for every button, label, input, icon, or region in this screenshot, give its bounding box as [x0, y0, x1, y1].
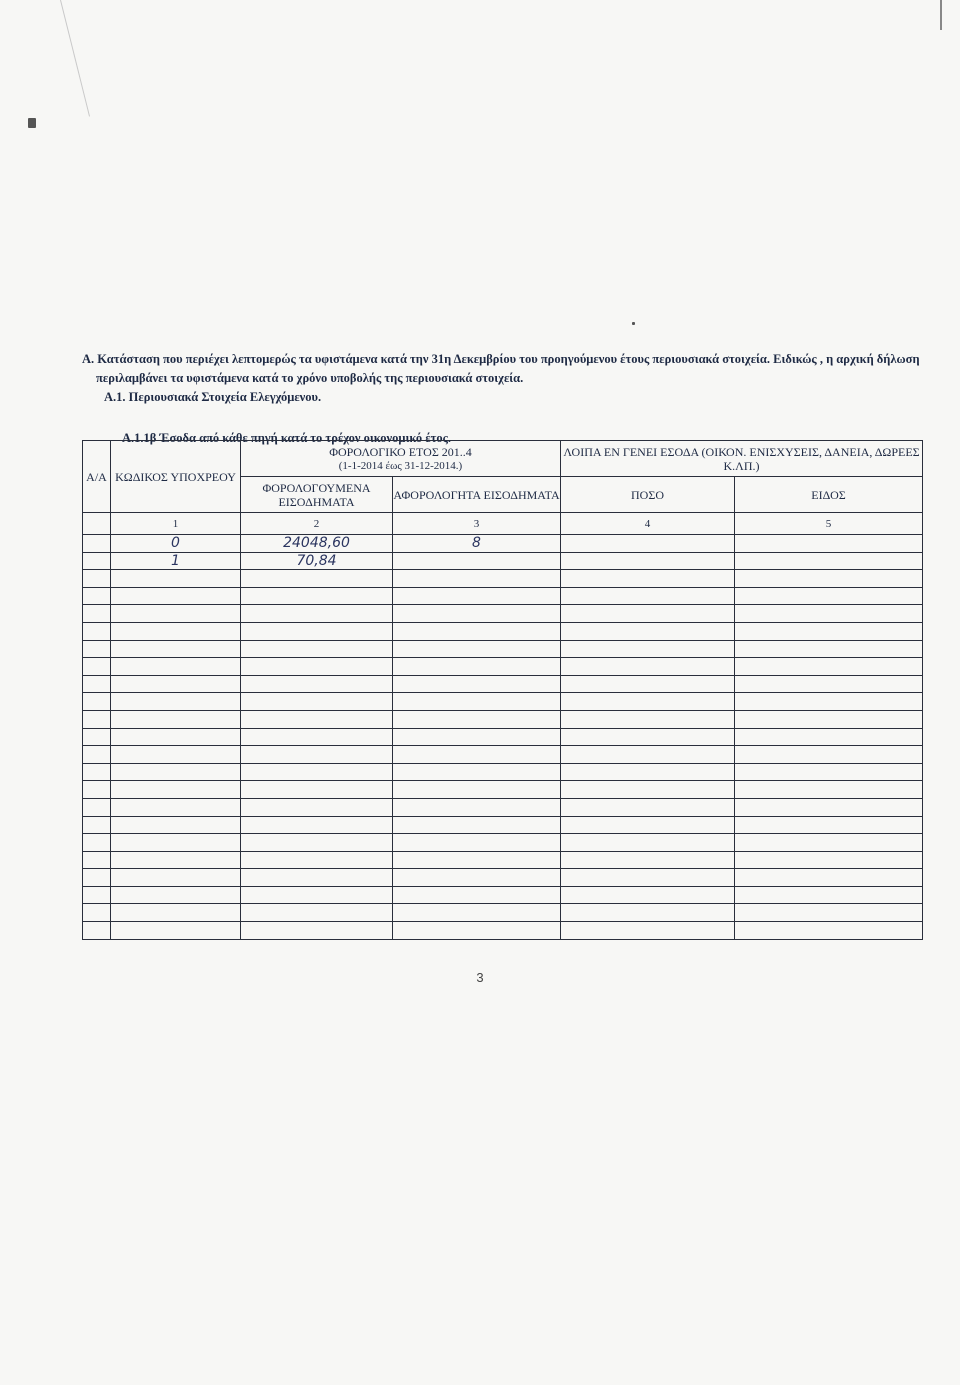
table-row [83, 904, 923, 922]
empty-cell [83, 640, 111, 658]
empty-cell [83, 675, 111, 693]
empty-cell [735, 587, 923, 605]
empty-cell [83, 693, 111, 711]
empty-cell [393, 781, 561, 799]
empty-cell [241, 763, 393, 781]
empty-cell [561, 781, 735, 799]
empty-cell [735, 640, 923, 658]
empty-cell [111, 658, 241, 676]
empty-cell [561, 622, 735, 640]
empty-cell [241, 587, 393, 605]
empty-cell [83, 886, 111, 904]
empty-cell [735, 658, 923, 676]
empty-cell [111, 798, 241, 816]
empty-cell [393, 675, 561, 693]
empty-cell [111, 869, 241, 887]
empty-cell [111, 587, 241, 605]
table-row [83, 605, 923, 623]
table-row [83, 535, 923, 553]
header-kind: ΕΙΔΟΣ [735, 477, 923, 513]
section-a1-title: Α.1. Περιουσιακά Στοιχεία Ελεγχόμενου. [104, 390, 322, 404]
empty-cell [393, 710, 561, 728]
empty-cell [735, 728, 923, 746]
empty-cell [561, 570, 735, 588]
empty-cell [561, 816, 735, 834]
empty-cell [735, 922, 923, 940]
column-number [83, 513, 111, 535]
header-other-income: ΛΟΙΠΑ ΕΝ ΓΕΝΕΙ ΕΣΟΔΑ (ΟΙΚΟΝ. ΕΝΙΣΧΥΣΕΙΣ, ΔΑΝΕΙΑ, ΔΩΡΕΕΣ Κ.ΛΠ.) [561, 441, 923, 477]
empty-cell [561, 640, 735, 658]
table-row [83, 798, 923, 816]
income-table [82, 440, 922, 940]
empty-cell [111, 605, 241, 623]
empty-cell [241, 746, 393, 764]
table-row [83, 869, 923, 887]
table-row [83, 710, 923, 728]
table-row [83, 552, 923, 570]
empty-cell [111, 693, 241, 711]
empty-cell [111, 834, 241, 852]
empty-cell [393, 763, 561, 781]
cell-aa [83, 535, 111, 553]
cell-taxed: 70,84 [241, 552, 393, 570]
empty-cell [111, 904, 241, 922]
cell-untaxed [393, 552, 561, 570]
empty-cell [241, 834, 393, 852]
empty-cell [83, 798, 111, 816]
empty-cell [561, 710, 735, 728]
empty-cell [111, 816, 241, 834]
empty-cell [393, 587, 561, 605]
empty-cell [561, 728, 735, 746]
empty-cell [111, 675, 241, 693]
table-row [83, 851, 923, 869]
cell-kind [735, 552, 923, 570]
empty-cell [83, 763, 111, 781]
empty-cell [393, 746, 561, 764]
table-row [83, 640, 923, 658]
empty-cell [561, 587, 735, 605]
empty-cell [393, 869, 561, 887]
empty-cell [83, 570, 111, 588]
header-amount: ΠΟΣΟ [561, 477, 735, 513]
table-row [83, 781, 923, 799]
empty-cell [393, 605, 561, 623]
scan-speck [28, 118, 36, 128]
empty-cell [241, 886, 393, 904]
empty-cell [111, 710, 241, 728]
cell-code: 1 [111, 552, 241, 570]
header-tax-year [241, 441, 561, 477]
empty-cell [83, 869, 111, 887]
empty-cell [241, 710, 393, 728]
table-row [83, 763, 923, 781]
empty-cell [735, 693, 923, 711]
empty-cell [393, 728, 561, 746]
empty-cell [393, 886, 561, 904]
empty-cell [111, 640, 241, 658]
column-number: 3 [393, 513, 561, 535]
empty-cell [561, 869, 735, 887]
scan-speck [632, 322, 635, 325]
empty-cell [735, 605, 923, 623]
empty-cell [111, 746, 241, 764]
empty-cell [561, 763, 735, 781]
empty-cell [735, 869, 923, 887]
empty-cell [393, 570, 561, 588]
empty-cell [735, 763, 923, 781]
empty-cell [83, 605, 111, 623]
empty-cell [241, 869, 393, 887]
table-row [83, 922, 923, 940]
table-row [83, 886, 923, 904]
cell-code: 0 [111, 535, 241, 553]
empty-cell [83, 710, 111, 728]
empty-cell [393, 851, 561, 869]
table-row [83, 746, 923, 764]
tax-year-range: (1-1-2014 έως 31-12-2014.) [338, 459, 463, 472]
empty-cell [111, 763, 241, 781]
empty-cell [393, 640, 561, 658]
table-row [83, 675, 923, 693]
empty-cell [735, 816, 923, 834]
empty-cell [393, 834, 561, 852]
empty-cell [241, 658, 393, 676]
empty-cell [241, 693, 393, 711]
table-row [83, 658, 923, 676]
table-row [83, 570, 923, 588]
empty-cell [111, 570, 241, 588]
empty-cell [735, 746, 923, 764]
empty-cell [241, 605, 393, 623]
header-untaxed-income: ΑΦΟΡΟΛΟΓΗΤΑ ΕΙΣΟΔΗΜΑΤΑ [393, 477, 561, 513]
empty-cell [393, 798, 561, 816]
empty-rows [83, 570, 923, 939]
empty-cell [83, 922, 111, 940]
empty-cell [735, 570, 923, 588]
empty-cell [735, 886, 923, 904]
empty-cell [735, 851, 923, 869]
header-taxed-income: ΦΟΡΟΛΟΓΟΥΜΕΝΑ ΕΙΣΟΔΗΜΑΤΑ [241, 477, 393, 513]
empty-cell [83, 746, 111, 764]
header-aa: Α/Α [83, 441, 111, 513]
empty-cell [83, 781, 111, 799]
empty-cell [393, 658, 561, 676]
table-row [83, 816, 923, 834]
empty-cell [241, 675, 393, 693]
cell-kind [735, 535, 923, 553]
empty-cell [561, 605, 735, 623]
empty-cell [241, 798, 393, 816]
empty-cell [561, 886, 735, 904]
table-row [83, 728, 923, 746]
empty-cell [83, 622, 111, 640]
section-a11b-title: Α.1.1β Έσοδα από κάθε πηγή κατά το τρέχον οικονομικό έτος. [122, 431, 452, 445]
empty-cell [111, 922, 241, 940]
column-number: 5 [735, 513, 923, 535]
page-number: 3 [476, 970, 484, 985]
empty-cell [561, 798, 735, 816]
empty-cell [735, 904, 923, 922]
empty-cell [83, 658, 111, 676]
empty-cell [241, 640, 393, 658]
empty-cell [241, 904, 393, 922]
empty-cell [393, 816, 561, 834]
cell-aa [83, 552, 111, 570]
empty-cell [83, 904, 111, 922]
column-number-row [83, 513, 923, 535]
empty-cell [111, 886, 241, 904]
empty-cell [561, 658, 735, 676]
table-row [83, 622, 923, 640]
heading-line-2: περιλαμβάνει τα υφιστάμενα κατά το χρόνο υποβολής της περιουσιακά στοιχεία. [96, 371, 524, 385]
column-number: 1 [111, 513, 241, 535]
scan-edge-mark [940, 0, 942, 30]
empty-cell [561, 834, 735, 852]
empty-cell [735, 834, 923, 852]
table-row [83, 834, 923, 852]
empty-cell [83, 834, 111, 852]
table-row [83, 587, 923, 605]
empty-cell [561, 675, 735, 693]
empty-cell [561, 922, 735, 940]
empty-cell [393, 904, 561, 922]
empty-cell [111, 728, 241, 746]
empty-cell [393, 922, 561, 940]
empty-cell [241, 570, 393, 588]
empty-cell [83, 816, 111, 834]
empty-cell [111, 781, 241, 799]
header-code: ΚΩΔΙΚΟΣ ΥΠΟΧΡΕΟΥ [111, 441, 241, 513]
cell-taxed: 24048,60 [241, 535, 393, 553]
empty-cell [241, 781, 393, 799]
empty-cell [393, 693, 561, 711]
empty-cell [241, 728, 393, 746]
empty-cell [393, 622, 561, 640]
paper-fold-mark [60, 0, 90, 117]
empty-cell [561, 746, 735, 764]
empty-cell [735, 622, 923, 640]
empty-cell [83, 851, 111, 869]
empty-cell [735, 675, 923, 693]
empty-cell [83, 587, 111, 605]
heading-line-1: Α. Κατάσταση που περιέχει λεπτομερώς τα υφιστάμενα κατά την 31η Δεκεμβρίου του προηγούμενου έτους περιουσιακά στοιχεία. Ειδικώς , η αρχική δήλωση [82, 352, 920, 366]
cell-amount [561, 535, 735, 553]
empty-cell [561, 693, 735, 711]
cell-amount [561, 552, 735, 570]
empty-cell [241, 851, 393, 869]
empty-cell [241, 922, 393, 940]
empty-cell [83, 728, 111, 746]
cell-untaxed: 8 [393, 535, 561, 553]
tax-year-title: ΦΟΡΟΛΟΓΙΚΟ ΕΤΟΣ 201..4 [329, 444, 472, 459]
empty-cell [111, 851, 241, 869]
empty-cell [241, 622, 393, 640]
empty-cell [735, 798, 923, 816]
empty-cell [111, 622, 241, 640]
empty-cell [561, 904, 735, 922]
empty-cell [561, 851, 735, 869]
empty-cell [735, 781, 923, 799]
empty-cell [735, 710, 923, 728]
table-row [83, 693, 923, 711]
column-number: 4 [561, 513, 735, 535]
empty-cell [241, 816, 393, 834]
column-number: 2 [241, 513, 393, 535]
